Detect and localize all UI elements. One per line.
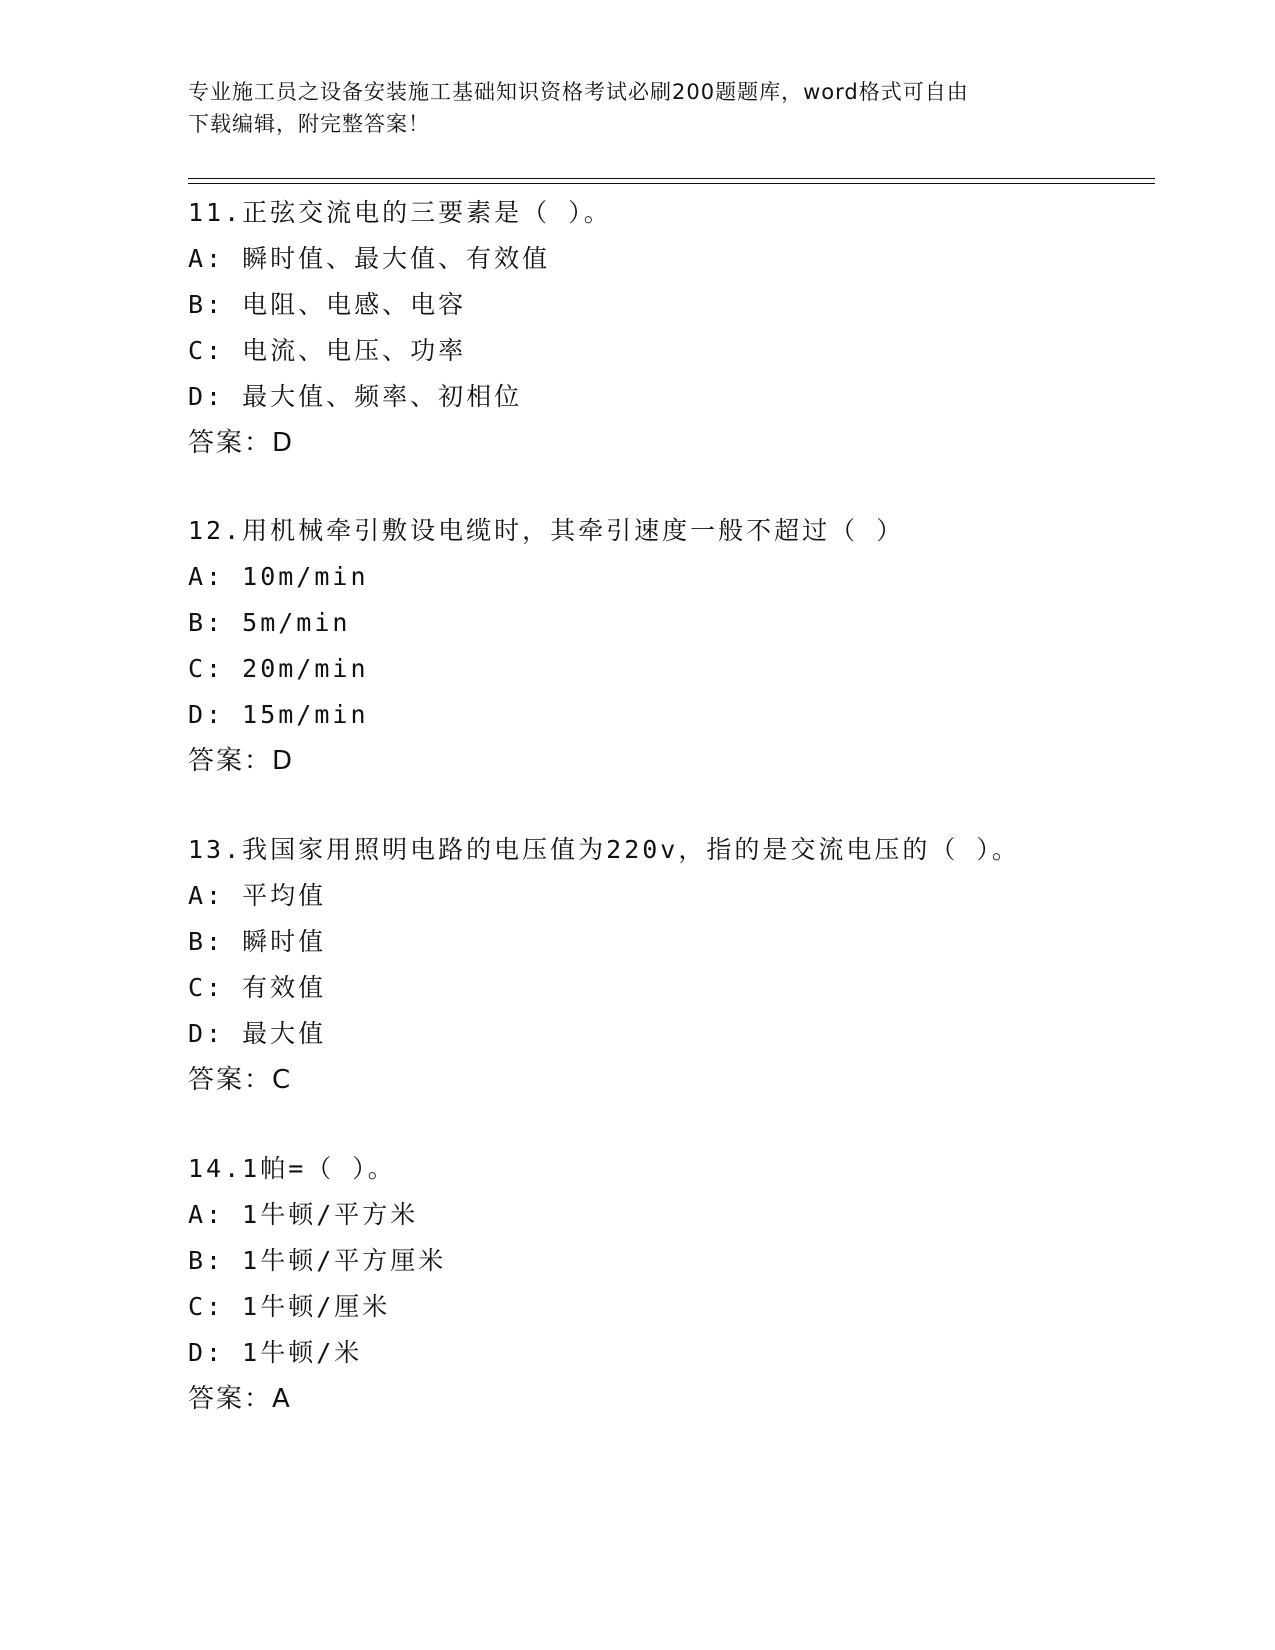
header-line-1: 专业施工员之设备安装施工基础知识资格考试必刷200题题库，word格式可自由: [188, 80, 969, 104]
question-stem: 14.1帕=（ ）。: [188, 1154, 396, 1183]
question-stem: 11.正弦交流电的三要素是（ ）。: [188, 198, 612, 227]
option-a: A: 瞬时值、最大值、有效值: [188, 244, 551, 273]
question-11: [188, 190, 1148, 466]
header-divider-top: [188, 178, 1155, 179]
question-stem: 13.我国家用照明电路的电压值为220v，指的是交流电压的（ ）。: [188, 835, 1020, 864]
option-a: A: 1牛顿/平方米: [188, 1200, 419, 1229]
option-c: C: 20m/min: [188, 654, 369, 683]
option-d: D: 1牛顿/米: [188, 1338, 363, 1367]
option-d: D: 最大值、频率、初相位: [188, 382, 523, 411]
option-b: B: 1牛顿/平方厘米: [188, 1246, 447, 1275]
option-c: C: 1牛顿/厘米: [188, 1292, 391, 1321]
header-line-2: 下载编辑，附完整答案！: [188, 112, 430, 136]
option-c: C: 有效值: [188, 973, 327, 1002]
option-a: A: 10m/min: [188, 562, 369, 591]
question-12: [188, 508, 1148, 784]
answer-line: 答案：C: [188, 1065, 293, 1095]
question-13: [188, 827, 1148, 1103]
question-stem: 12.用机械牵引敷设电缆时，其牵引速度一般不超过（ ）: [188, 516, 905, 545]
option-b: B: 瞬时值: [188, 927, 327, 956]
answer-line: 答案：A: [188, 1384, 292, 1414]
answer-line: 答案：D: [188, 746, 295, 776]
option-a: A: 平均值: [188, 881, 327, 910]
header-divider-bottom: [188, 183, 1155, 184]
option-b: B: 电阻、电感、电容: [188, 290, 467, 319]
option-d: D: 15m/min: [188, 700, 369, 729]
document-header: [188, 76, 1088, 140]
option-c: C: 电流、电压、功率: [188, 336, 467, 365]
option-b: B: 5m/min: [188, 608, 351, 637]
option-d: D: 最大值: [188, 1019, 327, 1048]
question-14: [188, 1146, 1148, 1422]
answer-line: 答案：D: [188, 428, 295, 458]
